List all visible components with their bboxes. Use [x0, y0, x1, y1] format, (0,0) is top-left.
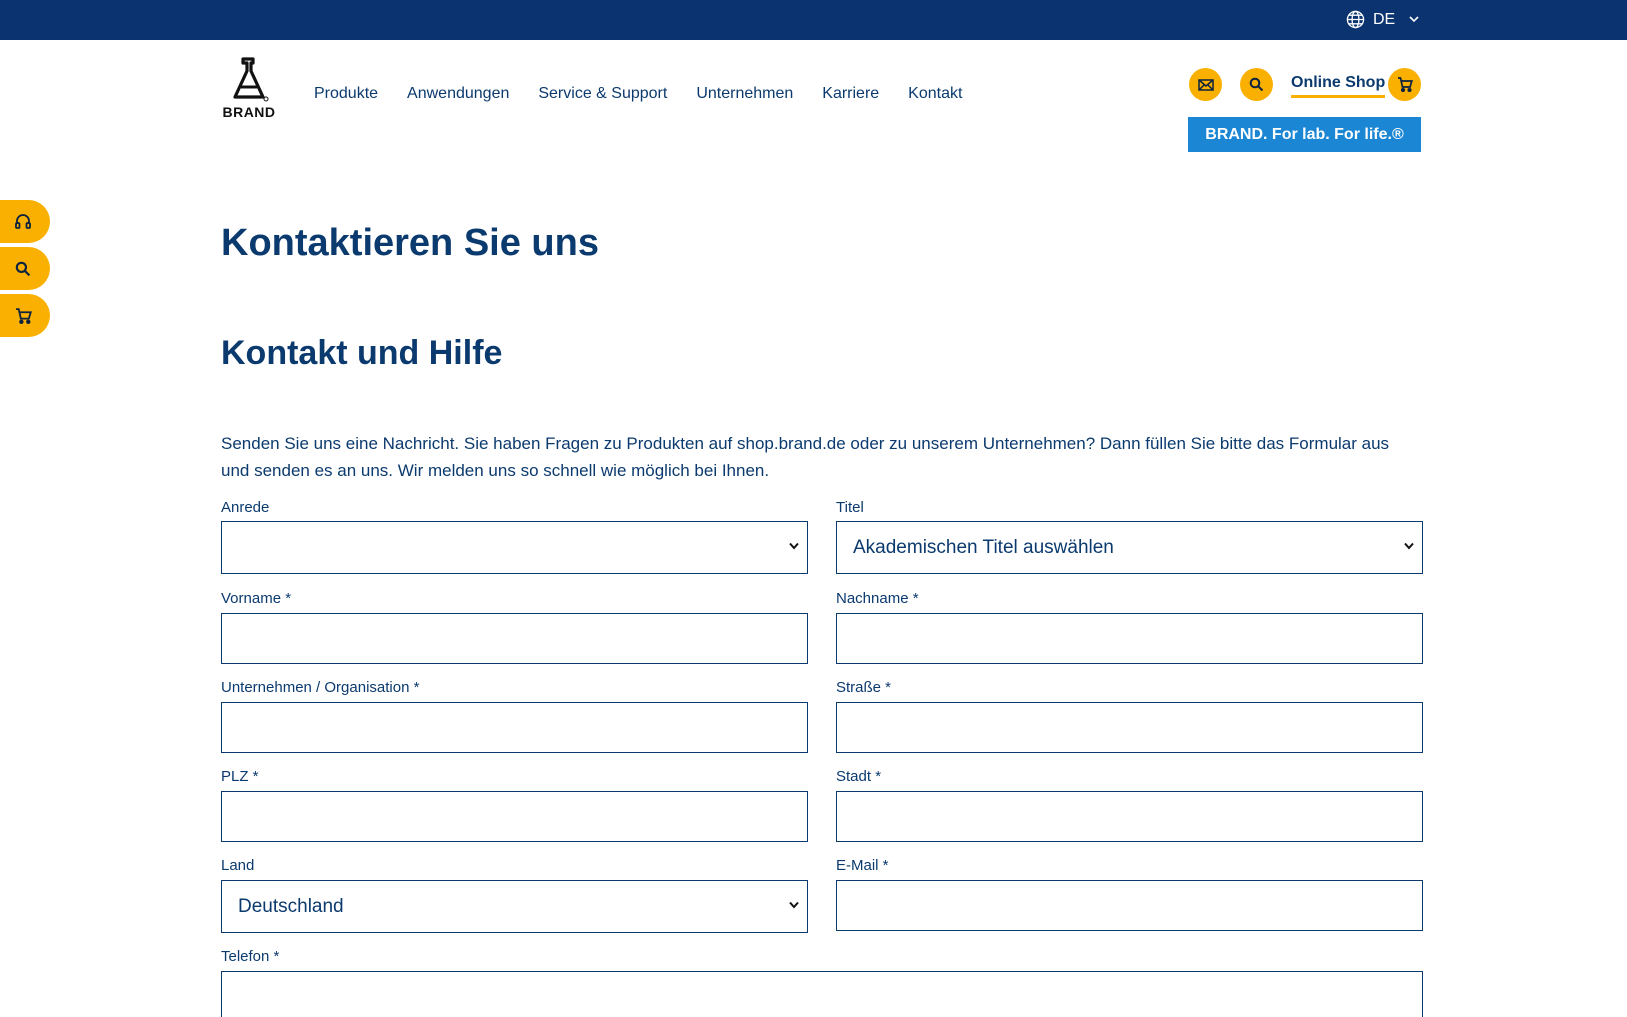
search-button[interactable]: [1240, 68, 1273, 101]
titel-select[interactable]: [836, 521, 1423, 574]
nav-item-anwendungen[interactable]: Anwendungen: [407, 85, 510, 102]
plz-input[interactable]: [221, 791, 808, 842]
cart-button[interactable]: [1388, 68, 1421, 101]
cart-icon: [1397, 77, 1413, 92]
top-bar: [0, 0, 1627, 40]
page-title: Kontaktieren Sie uns: [221, 222, 599, 264]
nav-item-karriere[interactable]: Karriere: [822, 85, 880, 102]
unternehmen-label: Unternehmen / Organisation *: [221, 679, 420, 696]
language-selector[interactable]: [1346, 10, 1419, 29]
intro-text: Senden Sie uns eine Nachricht. Sie haben Fragen zu Produkten auf shop.brand.de oder zu unserem Unternehmen? Dann füllen Sie bitte das Formular aus und senden es an uns. Wir melden uns so schnell wie möglich bei Ihnen.: [221, 434, 1390, 480]
land-value: Deutschland: [238, 895, 344, 917]
cart-icon: [15, 308, 32, 324]
online-shop-link[interactable]: Online Shop: [1291, 74, 1385, 98]
search-icon: [15, 261, 31, 277]
vorname-input[interactable]: [221, 613, 808, 664]
mail-icon: [1198, 79, 1214, 91]
stadt-input[interactable]: [836, 791, 1423, 842]
strasse-input[interactable]: [836, 702, 1423, 753]
nav-item-kontakt[interactable]: Kontakt: [908, 85, 963, 102]
side-tab-search[interactable]: [0, 247, 50, 290]
slogan-banner[interactable]: BRAND. For lab. For life.®: [1188, 117, 1421, 152]
nav-item-unternehmen[interactable]: Unternehmen: [696, 85, 794, 102]
anrede-label: Anrede: [221, 499, 270, 516]
nav-item-service-support[interactable]: Service & Support: [538, 85, 668, 102]
chevron-down-icon: [1409, 16, 1419, 23]
strasse-label: Straße *: [836, 679, 892, 696]
stadt-label: Stadt *: [836, 768, 882, 785]
section-title: Kontakt und Hilfe: [221, 334, 503, 372]
titel-label: Titel: [836, 499, 864, 516]
brand-logo[interactable]: [221, 57, 277, 123]
flask-logo-icon: [229, 57, 269, 103]
chevron-down-icon: [789, 901, 799, 909]
chevron-down-icon: [1404, 542, 1414, 550]
site-header: [0, 40, 1627, 170]
telefon-input[interactable]: [221, 971, 1423, 1017]
unternehmen-input[interactable]: [221, 702, 808, 753]
nav-item-produkte[interactable]: Produkte: [314, 85, 379, 102]
email-label: E-Mail *: [836, 857, 889, 874]
mail-button[interactable]: [1189, 68, 1222, 101]
globe-icon: [1346, 10, 1365, 29]
headset-icon: [14, 213, 32, 231]
anrede-select[interactable]: [221, 521, 808, 574]
email-input[interactable]: [836, 880, 1423, 931]
titel-value: Akademischen Titel auswählen: [853, 536, 1114, 558]
side-tab-support[interactable]: [0, 200, 50, 243]
chevron-down-icon: [789, 542, 799, 550]
side-tab-cart[interactable]: [0, 294, 50, 337]
nachname-input[interactable]: [836, 613, 1423, 664]
main-navigation: [314, 85, 991, 103]
land-label: Land: [221, 857, 255, 874]
search-icon: [1249, 77, 1264, 92]
plz-label: PLZ *: [221, 768, 259, 785]
telefon-label: Telefon *: [221, 948, 280, 965]
logo-text: BRAND: [222, 104, 276, 120]
language-label: DE: [1373, 10, 1396, 28]
vorname-label: Vorname *: [221, 590, 292, 607]
nachname-label: Nachname *: [836, 590, 919, 607]
land-select[interactable]: [221, 880, 808, 933]
